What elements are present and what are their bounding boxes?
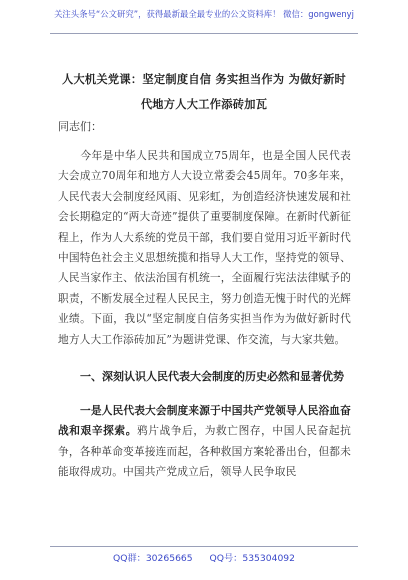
- header-note: 关注头条号“公文研究”，获得最新最全最专业的公文资料库！ 微信：gongwenyj: [54, 9, 354, 19]
- footer-qq-group: QQ群：30265665: [113, 553, 193, 564]
- paragraph-section1: [58, 401, 351, 483]
- paragraph-intro: [58, 146, 351, 350]
- footer-note: [0, 550, 408, 564]
- paragraph-section1-body: 鸦片战争后，为救亡图存，中国人民奋起抗争，各种革命变革接连而起，各种救国方案轮番出台，但都未能取得成功。中国共产党成立后，领导人民争取民: [58, 424, 351, 479]
- title-line-2: 代地方人大工作添砖加瓦: [140, 97, 268, 111]
- header-divider: [50, 33, 358, 34]
- footer-divider: [50, 546, 358, 547]
- paragraph-intro-text: 今年是中华人民共和国成立75周年，也是全国人民代表大会成立70周年和地方人大设立常委会45周年。70多年来，人民代表大会制度经风雨、见彩虹，为创造经济快速发展和社会长期稳定的“两大奇迹”提供了重要制度保障。在新时代新征程上，作为人大系统的党员干部，我们要自觉用习近平新时代中国特色社会主义思想统揽和指导人大工作，坚持党的领导、人民当家作主、依法治国有机统一，全面履行宪法法律赋予的职责，不断发展全过程人民民主，努力创造无愧于时代的光辉业绩。下面，我以“坚定制度自信务实担当作为为做好新时代地方人大工作添砖加瓦”为题讲党课、作交流，与大家共勉。: [58, 149, 352, 346]
- title-line-1: 人大机关党课：坚定制度自信 务实担当作为 为做好新时: [61, 72, 347, 86]
- footer-qq-number: QQ号：535304092: [209, 553, 295, 564]
- section-heading-1: 一、深刻认识人民代表大会制度的历史必然和显著优势: [80, 370, 344, 383]
- document-title: [56, 67, 352, 117]
- salutation: 同志们：: [58, 120, 102, 133]
- paragraph-section1-lead: 一是人民代表大会制度来源于中国共产党领导人民浴血奋战和艰辛探索。: [58, 404, 351, 438]
